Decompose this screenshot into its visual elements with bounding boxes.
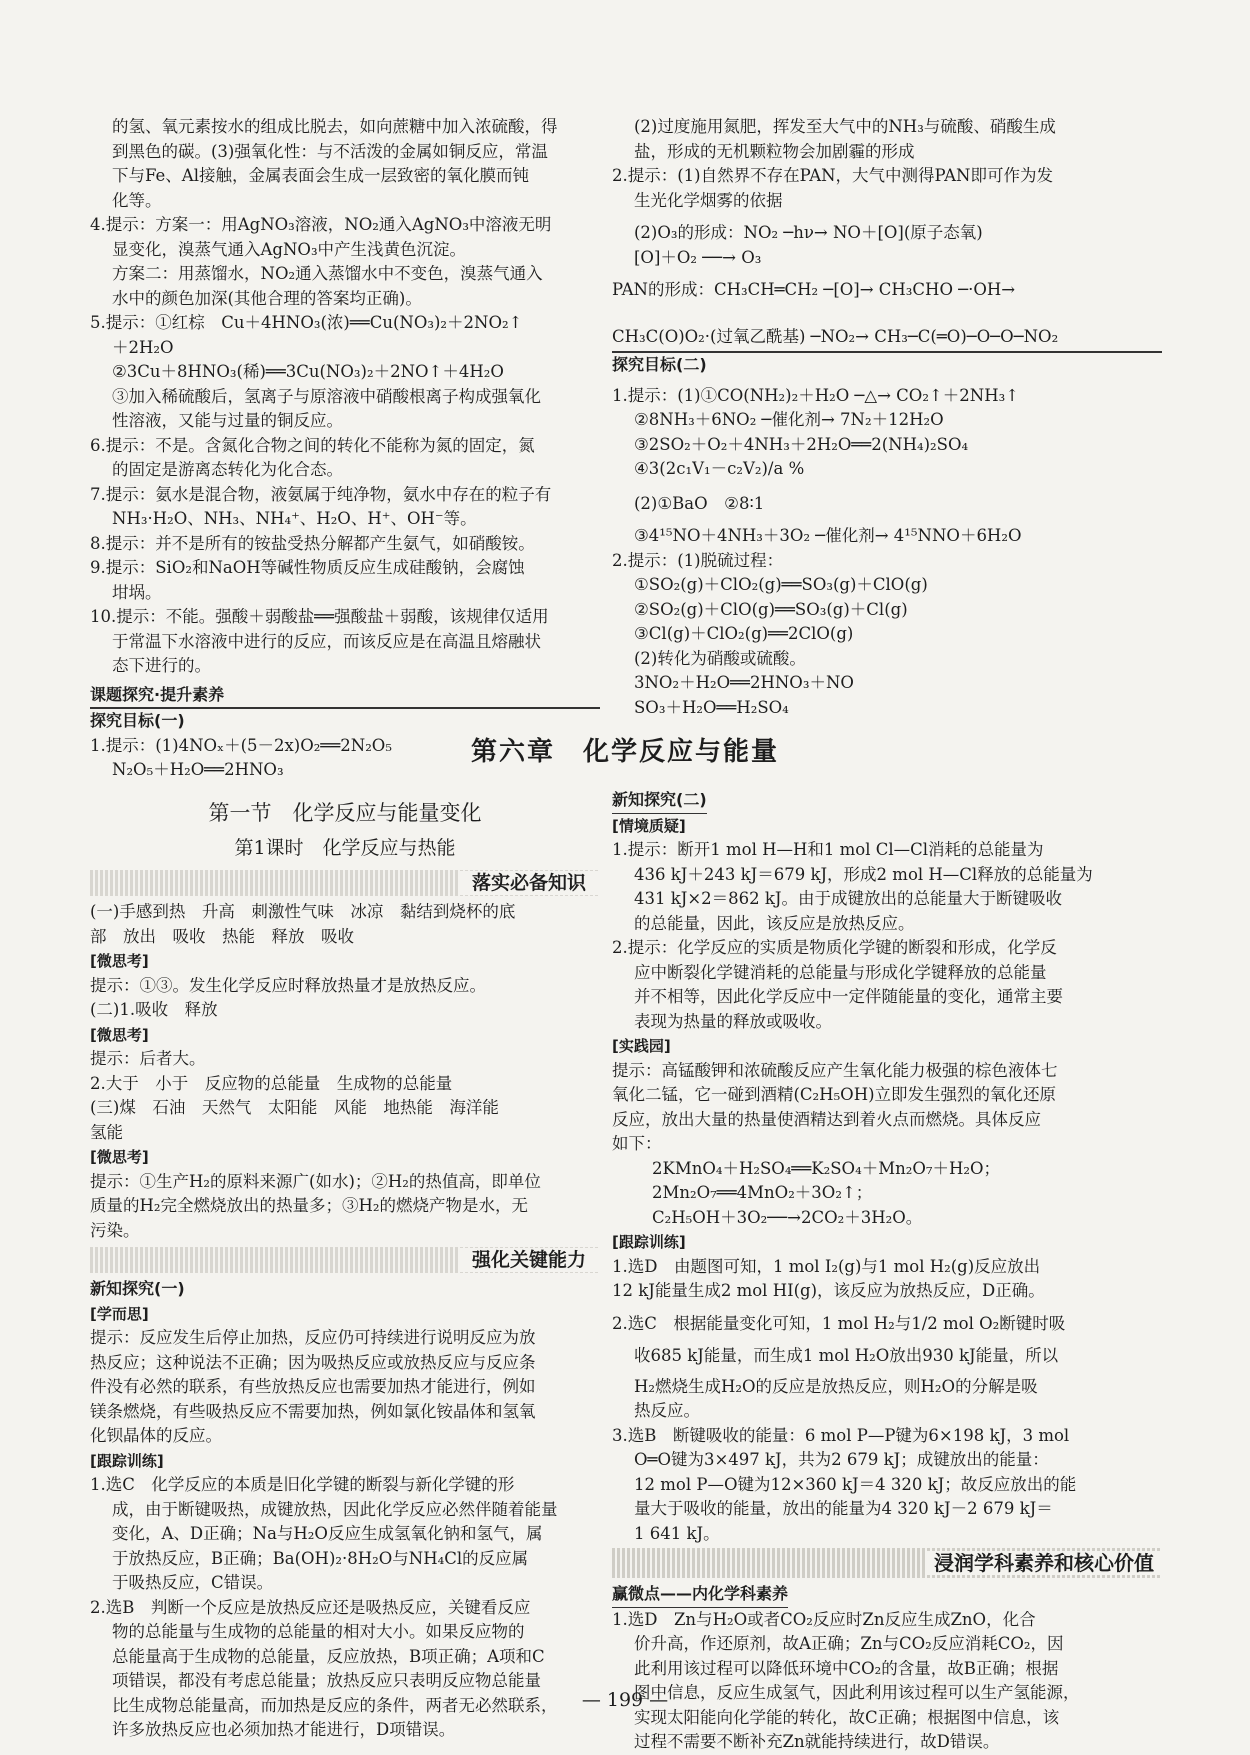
text-line: 化钡晶体的反应。 (90, 1426, 222, 1445)
new-explore-2-heading: 新知探究(二) (612, 788, 707, 814)
topic-explore-heading: 课题探究·提升素养 (90, 683, 600, 710)
text-line: 污染。 (90, 1220, 140, 1240)
text-line: 4.提示：方案一：用AgNO₃溶液，NO₂通入AgNO₃中溶液无明 (90, 215, 552, 234)
text-line: 1.提示：断开1 mol H—H和1 mol Cl—Cl消耗的总能量为 (612, 840, 1044, 859)
top-right-column (612, 115, 1162, 720)
section-title: 第一节 化学反应与能量变化 (208, 801, 482, 825)
text-line: 2.大于 小于 反应物的总能量 生成物的总能量 (90, 1073, 453, 1093)
text-line: 氢能 (90, 1122, 123, 1142)
text-line: 提示：高锰酸钾和浓硫酸反应产生氧化能力极强的棕色液体七 (612, 1060, 1058, 1080)
band-key-label: 强化关键能力 (458, 1248, 600, 1273)
text-line: 变化，A、D正确；Na与H₂O反应生成氢氧化钠和氢气，属 (112, 1524, 543, 1543)
text-line: 价升高，作还原剂，故A正确；Zn与CO₂反应消耗CO₂，因 (634, 1634, 1064, 1653)
text-line: 提示：①生产H₂的原料来源广(如水)；②H₂的热值高，即单位 (90, 1171, 541, 1191)
bottom-left-column (90, 795, 600, 1743)
text-line: 2.选B 判断一个反应是放热反应还是吸热反应，关键看反应 (90, 1597, 531, 1617)
text-line: 3NO₂＋H₂O══2HNO₃＋NO (634, 673, 854, 692)
text-line: 应中断裂化学键消耗的总能量与形成化学键释放的总能量 (634, 962, 1047, 982)
text-line: 生光化学烟雾的依据 (634, 190, 783, 210)
text-line: O═O键为3×497 kJ，共为2 679 kJ；成键放出的能量： (634, 1450, 1049, 1469)
text-line: 6.提示：不是。含氮化合物之间的转化不能称为氮的固定，氮 (90, 435, 535, 455)
track-training-tag: [跟踪训练] (612, 1233, 686, 1251)
text-line: NH₃·H₂O、NH₃、NH₄⁺、H₂O、H⁺、OH⁻等。 (112, 509, 477, 528)
text-line: 盐，形成的无机颗粒物会加剧霾的形成 (634, 141, 915, 161)
text-line: 方案二：用蒸馏水，NO₂通入蒸馏水中不变色，溴蒸气通入 (112, 264, 543, 283)
explore-goal-1-heading: 探究目标(一) (90, 711, 185, 730)
text-line: 物的总能量与生成物的总能量的相对大小。如果反应物的 (112, 1622, 525, 1641)
chapter-title: 第六章 化学反应与能量 (470, 737, 779, 767)
text-line: 2.提示：(1)自然界不存在PAN，大气中测得PAN即可作为发 (612, 166, 1053, 185)
text-line: (三)煤 石油 天然气 太阳能 风能 地热能 海洋能 (90, 1098, 499, 1117)
text-line: 表现为热量的释放或吸收。 (634, 1011, 832, 1031)
text-line: 质量的H₂完全燃烧放出的热量多；③H₂的燃烧产物是水，无 (90, 1196, 529, 1215)
text-line: H₂燃烧生成H₂O的反应是放热反应，则H₂O的分解是吸 (634, 1376, 1038, 1396)
text-line: 热反应；这种说法不正确；因为吸热反应或放热反应与反应条 (90, 1352, 536, 1372)
text-line: 12 mol P—O键为12×360 kJ＝4 320 kJ；故反应放出的能 (634, 1474, 1077, 1494)
text-line: (二)1.吸收 释放 (90, 1000, 218, 1019)
text-line: 到黑色的碳。(3)强氧化性：与不活泼的金属如铜反应，常温 (112, 141, 548, 161)
text-line: 9.提示：SiO₂和NaOH等碱性物质反应生成硅酸钠，会腐蚀 (90, 558, 525, 577)
text-line: 许多放热反应也必须加热才能进行，D项错误。 (112, 1720, 456, 1739)
text-line: 反应，放出大量的热量使酒精达到着火点而燃烧。具体反应 (612, 1109, 1041, 1129)
text-line: 1.选D 由题图可知，1 mol I₂(g)与1 mol H₂(g)反应放出 (612, 1256, 1041, 1276)
track-training-tag: [跟踪训练] (90, 1451, 164, 1470)
text-line: 的氢、氧元素按水的组成比脱去，如向蔗糖中加入浓硫酸，得 (112, 117, 558, 136)
text-line: ③4¹⁵NO＋4NH₃＋3O₂ ─催化剂→ 4¹⁵NNO＋6H₂O (634, 526, 1022, 545)
equation-line: C₂H₅OH＋3O₂──→2CO₂＋3H₂O。 (652, 1207, 923, 1227)
explore-goal-2-heading: 探究目标(二) (612, 351, 1162, 378)
text-line: ①SO₂(g)＋ClO₂(g)══SO₃(g)＋ClO(g) (634, 575, 928, 594)
text-line: (2)①BaO ②8∶1 (634, 493, 765, 513)
text-line: 1.提示：(1)4NOₓ＋(5－2x)O₂══2N₂O₅ (90, 735, 392, 755)
text-line: 的固定是游离态转化为化合态。 (112, 460, 343, 479)
text-line: 的总能量，因此，该反应是放热反应。 (634, 913, 915, 933)
band-basic-label: 落实必备知识 (458, 871, 600, 896)
text-line: ④3(2c₁V₁－c₂V₂)/a % (634, 459, 805, 478)
text-line: 性溶液，又能与过量的铜反应。 (112, 411, 343, 430)
learn-think-tag: [学而思] (90, 1304, 149, 1323)
text-line: N₂O₅＋H₂O══2HNO₃ (112, 760, 284, 779)
text-line: 8.提示：并不是所有的铵盐受热分解都产生氨气，如硝酸铵。 (90, 533, 535, 553)
text-line: 部 放出 吸收 热能 释放 吸收 (90, 926, 354, 946)
text-line: 总能量高于生成物的总能量，反应放热，B项正确；A项和C (112, 1646, 545, 1666)
win-point-heading: 赢微点——内化学科素养 (612, 1582, 788, 1608)
new-explore-1-heading: 新知探究(一) (90, 1279, 185, 1298)
micro-think-tag: [微思考] (90, 1025, 149, 1044)
text-line: 提示：①③。发生化学反应时释放热量才是放热反应。 (90, 975, 486, 995)
text-line: (一)手感到热 升高 刺激性气味 冰凉 黏结到烧杯的底 (90, 902, 516, 921)
text-line: [O]＋O₂ ──→ O₃ (634, 247, 762, 267)
text-line: 436 kJ＋243 kJ＝679 kJ，形成2 mol H—Cl释放的总能量为 (634, 864, 1093, 884)
text-line: 此利用该过程可以降低环境中CO₂的含量，故B正确；根据 (634, 1658, 1059, 1678)
text-line: 2.选C 根据能量变化可知，1 mol H₂与1/2 mol O₂断键时吸 (612, 1313, 1066, 1333)
text-line: (2)过度施用氮肥，挥发至大气中的NH₃与硫酸、硝酸生成 (634, 117, 1056, 136)
text-line: 1.选D Zn与H₂O或者CO₂反应时Zn反应生成ZnO，化合 (612, 1609, 1036, 1629)
text-line: 坩埚。 (112, 582, 162, 602)
text-line: 热反应。 (634, 1401, 700, 1420)
text-line: ②SO₂(g)＋ClO(g)══SO₃(g)＋Cl(g) (634, 599, 908, 619)
text-line: 量大于吸收的能量，放出的能量为4 320 kJ－2 679 kJ＝ (634, 1499, 1053, 1518)
text-line: 于常温下水溶液中进行的反应，而该反应是在高温且熔融状 (112, 631, 541, 651)
text-line: (2)转化为硝酸或硫酸。 (634, 648, 806, 668)
text-line: 氧化二锰，它一碰到酒精(C₂H₅OH)立即发生强烈的氧化还原 (612, 1085, 1057, 1104)
text-line: 1.提示：(1)①CO(NH₂)₂＋H₂O ─△→ CO₂↑＋2NH₃↑ (612, 385, 1020, 405)
text-line: 过程不需要不断补充Zn就能持续进行，故D错误。 (634, 1732, 1000, 1751)
text-line: SO₃＋H₂O══H₂SO₄ (634, 697, 789, 717)
text-line: 镁条燃烧，有些吸热反应不需要加热，例如氯化铵晶体和氢氧 (90, 1401, 536, 1421)
text-line: 提示：后者大。 (90, 1049, 206, 1068)
text-line: 提示：反应发生后停止加热，反应仍可持续进行说明反应为放 (90, 1328, 536, 1347)
text-line: ②8NH₃＋6NO₂ ─催化剂→ 7N₂＋12H₂O (634, 410, 944, 429)
text-line: 10.提示：不能。强酸＋弱酸盐══强酸盐＋弱酸，该规律仅适用 (90, 607, 549, 626)
text-line: 1 641 kJ。 (634, 1523, 720, 1543)
text-line: 显变化，溴蒸气通入AgNO₃中产生浅黄色沉淀。 (112, 239, 467, 259)
text-line: 比生成物总能量高，而加热是反应的条件，两者无必然联系， (112, 1695, 558, 1715)
text-line: 收685 kJ能量，而生成1 mol H₂O放出930 kJ能量，所以 (634, 1346, 1059, 1365)
text-line: 2.提示：(1)脱硫过程： (612, 550, 784, 570)
text-line: 下与Fe、Al接触，金属表面会生成一层致密的氧化膜而钝 (112, 166, 530, 185)
text-line: 件没有必然的联系，有些放热反应也需要加热才能进行，例如 (90, 1377, 536, 1396)
text-line: 7.提示：氨水是混合物，液氨属于纯净物，氨水中存在的粒子有 (90, 484, 552, 504)
text-line: 431 kJ×2＝862 kJ。由于成键放出的总能量大于断键吸收 (634, 889, 1063, 908)
text-line: PAN的形成：CH₃CH═CH₂ ─[O]→ CH₃CHO ─·OH→ (612, 280, 1016, 299)
text-line: ③Cl(g)＋ClO₂(g)══2ClO(g) (634, 624, 854, 643)
text-line: 3.选B 断键吸收的能量：6 mol P—P键为6×198 kJ，3 mol (612, 1425, 1070, 1445)
top-left-column (90, 115, 600, 783)
practice-tag: [实践园] (612, 1037, 671, 1055)
text-line: 12 kJ能量生成2 mol HI(g)，该反应为放热反应，D正确。 (612, 1281, 1045, 1300)
text-line: 5.提示：①红棕 Cu＋4HNO₃(浓)══Cu(NO₃)₂＋2NO₂↑ (90, 313, 523, 332)
text-line: CH₃C(O)O₂·(过氧乙酰基) ─NO₂→ CH₃─C(═O)─O─O─NO₂ (612, 326, 1059, 346)
band-key-ability (90, 1247, 600, 1273)
text-line: ＋2H₂O (112, 337, 174, 357)
text-line: 图中信息，反应生成氢气，因此利用该过程可以生产氢能源， (634, 1683, 1080, 1702)
text-line: 项错误，都没有考虑总能量；放热反应只表明反应物总能量 (112, 1671, 541, 1690)
text-line: 2.提示：化学反应的实质是物质化学键的断裂和形成，化学反 (612, 938, 1057, 957)
situation-tag: [情境质疑] (612, 816, 686, 835)
micro-think-tag: [微思考] (90, 952, 149, 970)
text-line: 化等。 (112, 190, 162, 210)
text-line: ③2SO₂＋O₂＋4NH₃＋2H₂O══2(NH₄)₂SO₄ (634, 434, 969, 454)
text-line: 于吸热反应，C错误。 (112, 1573, 274, 1592)
text-line: 并不相等，因此化学反应中一定伴随能量的变化，通常主要 (634, 987, 1063, 1006)
text-line: ②3Cu＋8HNO₃(稀)══3Cu(NO₃)₂＋2NO↑＋4H₂O (112, 362, 504, 381)
text-line: ③加入稀硫酸后，氢离子与原溶液中硝酸根离子构成强氧化 (112, 386, 541, 406)
equation-line: 2KMnO₄＋H₂SO₄══K₂SO₄＋Mn₂O₇＋H₂O； (652, 1158, 1000, 1178)
band-core-value (612, 1548, 1162, 1578)
text-line: 1.选C 化学反应的本质是旧化学键的断裂与新化学键的形 (90, 1475, 515, 1494)
bottom-right-column (612, 788, 1162, 1755)
text-line: 成，由于断键吸热，成键放热，因此化学反应必然伴随着能量 (112, 1499, 558, 1519)
text-line: 水中的颜色加深(其他合理的答案均正确)。 (112, 288, 422, 308)
text-line: 态下进行的。 (112, 656, 211, 675)
band-core-label: 浸润学科素养和核心价值 (926, 1551, 1162, 1576)
text-line: 实现太阳能向化学能的转化，故C正确；根据图中信息，该 (634, 1707, 1060, 1727)
band-basic-knowledge (90, 870, 600, 896)
micro-think-tag: [微思考] (90, 1148, 149, 1166)
text-line: 如下： (612, 1134, 662, 1153)
equation-line: 2Mn₂O₇══4MnO₂＋3O₂↑； (652, 1183, 873, 1202)
text-line: (2)O₃的形成：NO₂ ─hν→ NO＋[O](原子态氧) (634, 223, 983, 242)
lesson-title: 第1课时 化学反应与热能 (234, 836, 456, 859)
text-line: 于放热反应，B正确；Ba(OH)₂·8H₂O与NH₄Cl的反应属 (112, 1548, 529, 1568)
page-number: — 199 — (581, 1689, 669, 1711)
